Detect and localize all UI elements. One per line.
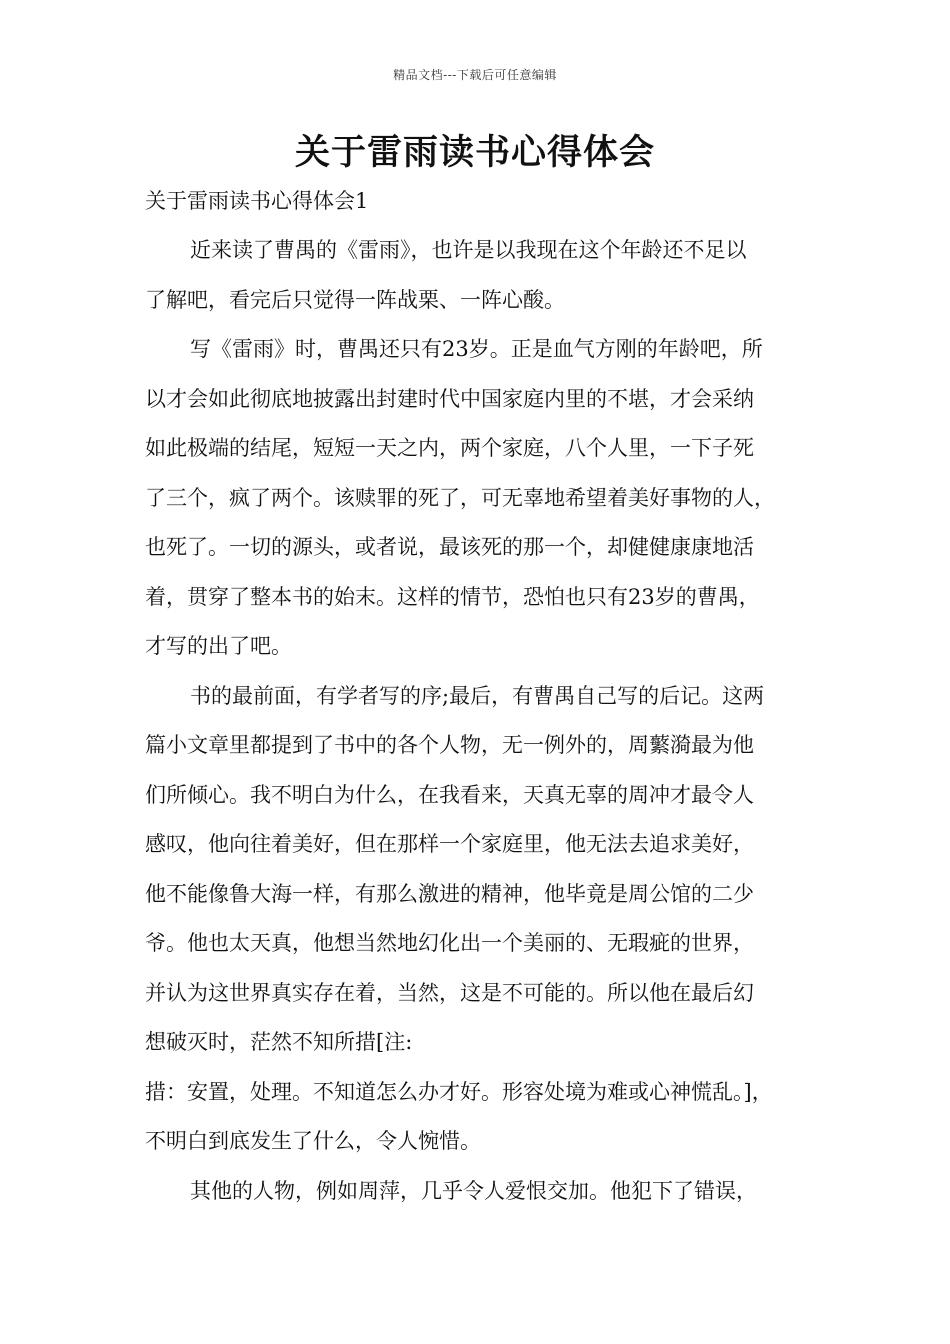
text-line: 也死了。一切的源头，或者说，最该死的那一个，却健健康康地活	[145, 535, 754, 559]
paragraph	[145, 1068, 815, 1167]
text-line: 篇小文章里都提到了书中的各个人物，无一例外的，周蘩漪最为他	[145, 733, 754, 757]
text-line: 近来读了曹禺的《雷雨》，也许是以我现在这个年龄还不足以	[190, 238, 747, 262]
document-title: 关于雷雨读书心得体会	[294, 132, 655, 173]
paragraph	[145, 325, 815, 672]
text-line: 他不能像鲁大海一样，有那么激进的精神，他毕竟是周公馆的二少	[145, 881, 754, 906]
text-line: 才写的出了吧。	[145, 634, 292, 658]
text-line: 以才会如此彻底地披露出封建时代中国家庭内里的不堪，才会采纳	[145, 386, 754, 411]
page-header: 精品文档---下载后可任意编辑	[393, 68, 557, 82]
text-line: 书的最前面，有学者写的序;最后，有曹禺自己写的后记。这两	[190, 683, 765, 708]
paragraph	[145, 226, 815, 325]
text-line: 措：安置，处理。不知道怎么办才好。形容处境为难或心神慌乱。]，	[145, 1079, 773, 1104]
text-line: 想破灭时，茫然不知所措[注:	[145, 1030, 413, 1054]
text-line: 不明白到底发生了什么，令人惋惜。	[145, 1129, 481, 1153]
text-line: 并认为这世界真实存在着，当然，这是不可能的。所以他在最后幻	[145, 980, 754, 1005]
text-line: 其他的人物，例如周萍，几乎令人爱恨交加。他犯下了错误，	[190, 1178, 757, 1203]
document-body	[145, 226, 815, 1216]
text-line: 们所倾心。我不明白为什么，在我看来，天真无辜的周冲才最令人	[145, 782, 754, 807]
text-line: 了三个，疯了两个。该赎罪的死了，可无辜地希望着美好事物的人，	[145, 485, 775, 510]
text-line: 写《雷雨》时，曹禺还只有23岁。正是血气方刚的年龄吧，所	[190, 337, 763, 361]
text-line: 感叹，他向往着美好，但在那样一个家庭里，他无法去追求美好，	[145, 832, 754, 856]
paragraph	[145, 672, 815, 1068]
section-heading: 关于雷雨读书心得体会1	[145, 189, 369, 213]
text-line: 爷。他也太天真，他想当然地幻化出一个美丽的、无瑕疵的世界，	[145, 931, 754, 955]
paragraph	[145, 1167, 815, 1217]
text-line: 如此极端的结尾，短短一天之内，两个家庭，八个人里，一下子死	[145, 436, 754, 460]
text-line: 着，贯穿了整本书的始末。这样的情节，恐怕也只有23岁的曹禺，	[145, 584, 760, 609]
text-line: 了解吧，看完后只觉得一阵战栗、一阵心酸。	[145, 287, 565, 312]
